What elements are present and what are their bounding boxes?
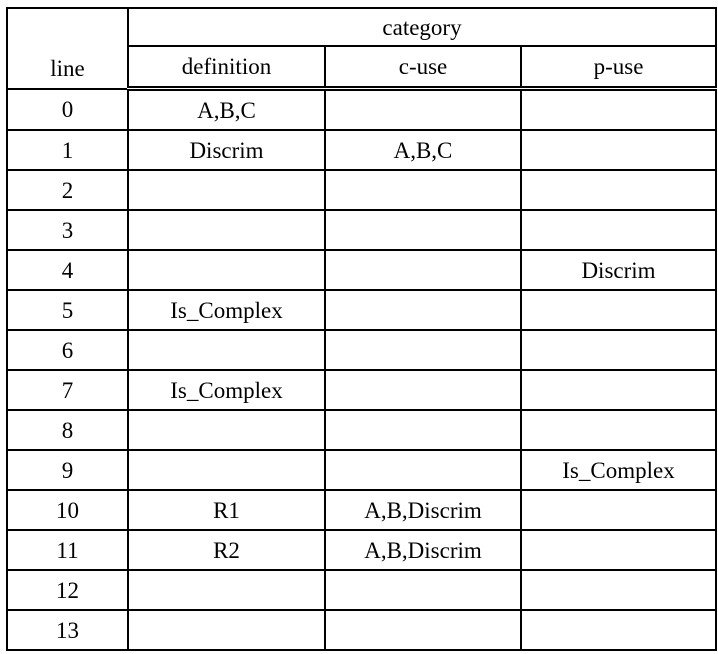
table-row (7, 250, 716, 290)
cell-definition (128, 410, 325, 450)
cell-line: 12 (7, 570, 128, 610)
table-row (7, 170, 716, 210)
table-row (7, 290, 716, 330)
cell-c-use (325, 89, 521, 131)
cell-definition: A,B,C (128, 89, 325, 131)
table-row (7, 610, 716, 650)
cell-line: 8 (7, 410, 128, 450)
cell-p-use (521, 210, 716, 250)
cell-definition (128, 450, 325, 490)
header-category: category (128, 8, 716, 46)
def-use-table (6, 7, 717, 651)
cell-p-use (521, 330, 716, 370)
cell-p-use (521, 89, 716, 131)
cell-p-use (521, 130, 716, 170)
cell-c-use (325, 170, 521, 210)
cell-p-use (521, 490, 716, 530)
cell-line: 1 (7, 130, 128, 170)
cell-definition: R1 (128, 490, 325, 530)
table-row (7, 490, 716, 530)
cell-c-use (325, 370, 521, 410)
cell-c-use (325, 410, 521, 450)
cell-line: 9 (7, 450, 128, 490)
cell-line: 10 (7, 490, 128, 530)
cell-p-use (521, 410, 716, 450)
cell-c-use (325, 610, 521, 650)
table-row (7, 330, 716, 370)
cell-p-use (521, 170, 716, 210)
table-row (7, 130, 716, 170)
cell-line: 13 (7, 610, 128, 650)
cell-c-use (325, 290, 521, 330)
cell-p-use (521, 530, 716, 570)
cell-definition (128, 610, 325, 650)
cell-c-use: A,B,C (325, 130, 521, 170)
header-c-use: c-use (325, 46, 521, 89)
header-line: line (7, 8, 128, 89)
cell-definition: Discrim (128, 130, 325, 170)
table-row (7, 450, 716, 490)
cell-c-use (325, 330, 521, 370)
cell-definition: R2 (128, 530, 325, 570)
header-row-category (7, 8, 716, 46)
cell-p-use (521, 290, 716, 330)
cell-line: 2 (7, 170, 128, 210)
header-p-use: p-use (521, 46, 716, 89)
table-row (7, 370, 716, 410)
table-row (7, 530, 716, 570)
cell-definition (128, 330, 325, 370)
cell-c-use (325, 450, 521, 490)
cell-definition (128, 250, 325, 290)
cell-definition (128, 570, 325, 610)
cell-p-use: Discrim (521, 250, 716, 290)
cell-c-use (325, 570, 521, 610)
cell-definition (128, 210, 325, 250)
cell-definition (128, 170, 325, 210)
cell-p-use (521, 570, 716, 610)
cell-p-use (521, 610, 716, 650)
cell-line: 5 (7, 290, 128, 330)
cell-line: 0 (7, 89, 128, 131)
cell-line: 11 (7, 530, 128, 570)
cell-definition: Is_Complex (128, 290, 325, 330)
table-row (7, 89, 716, 131)
cell-line: 4 (7, 250, 128, 290)
cell-definition: Is_Complex (128, 370, 325, 410)
cell-c-use: A,B,Discrim (325, 530, 521, 570)
cell-line: 3 (7, 210, 128, 250)
cell-line: 7 (7, 370, 128, 410)
table-row (7, 210, 716, 250)
cell-c-use (325, 250, 521, 290)
table-row (7, 570, 716, 610)
header-definition: definition (128, 46, 325, 89)
cell-p-use (521, 370, 716, 410)
cell-line: 6 (7, 330, 128, 370)
table-row (7, 410, 716, 450)
cell-p-use: Is_Complex (521, 450, 716, 490)
cell-c-use (325, 210, 521, 250)
cell-c-use: A,B,Discrim (325, 490, 521, 530)
